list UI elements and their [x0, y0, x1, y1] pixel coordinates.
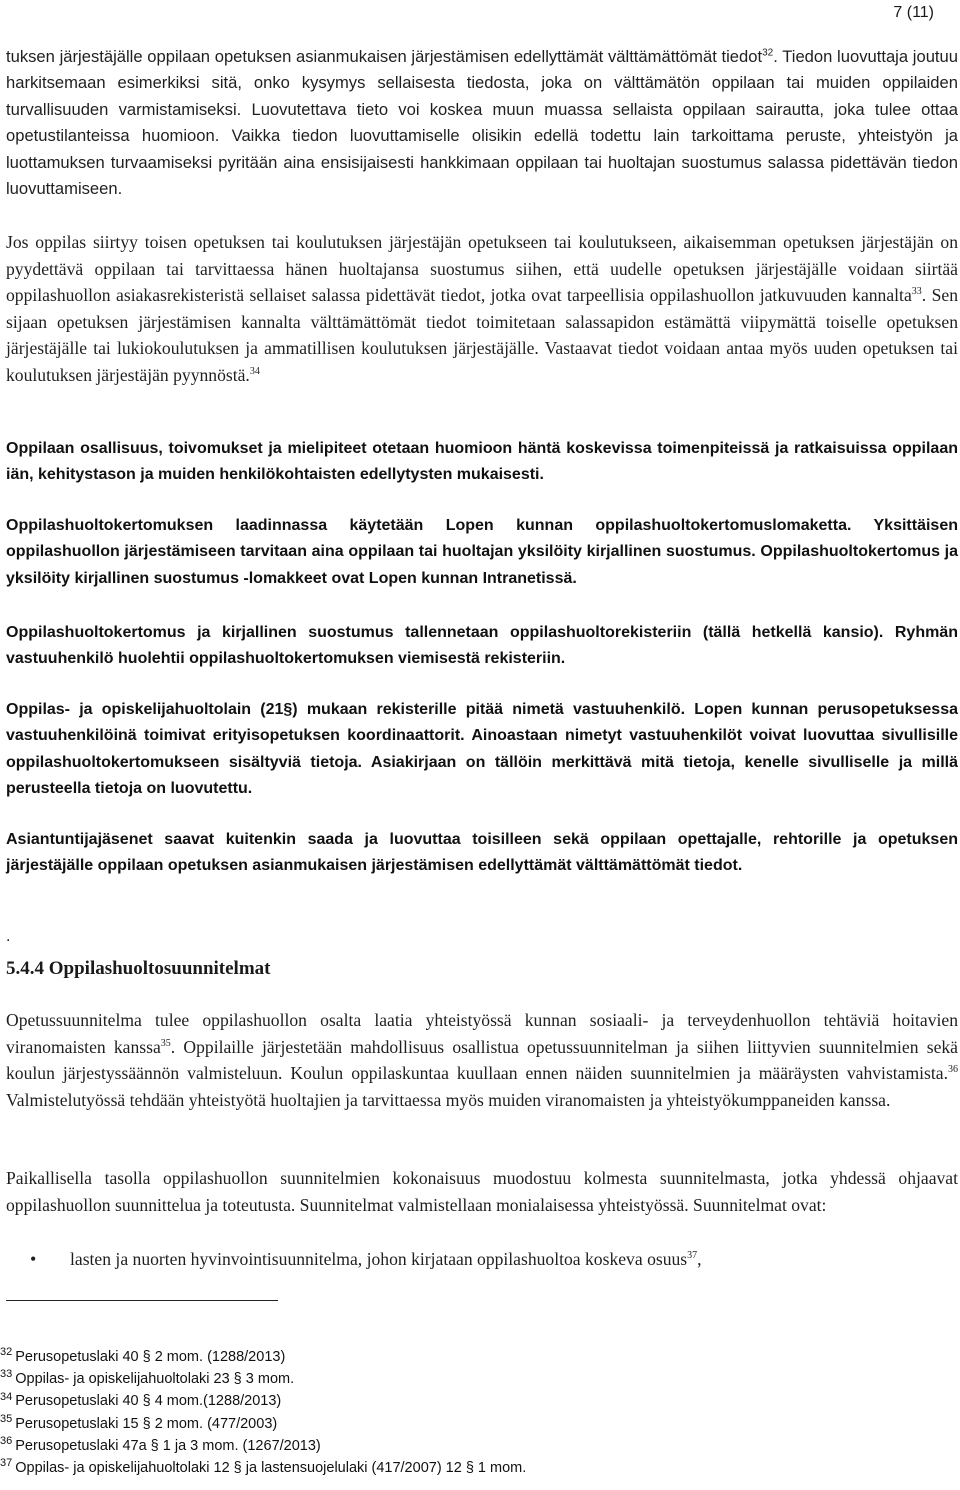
footnote-ref[interactable]: 36	[948, 1064, 958, 1076]
footnote	[0, 1413, 900, 1435]
section-heading: 5.4.4 Oppilashuoltosuunnitelmat	[6, 958, 271, 979]
paragraph-text: . Oppilaille järjestetään mahdollisuus osallistua opetussuunnitelman ja siihen liittyvien suunnitelmien sekä koulun järjestyssäännön valmisteluun. Koulun oppilaskuntaa kuullaan ennen näiden suunnitelmien ja määräysten vahvistamista.	[6, 1036, 958, 1084]
footnote-ref[interactable]: 35	[160, 1037, 171, 1049]
paragraph-text: Valmistelutyössä tehdään yhteistyötä huoltajien ja tarvittaessa myös muiden viranomaisten ja yhteistyökumppaneiden kanssa.	[6, 1089, 891, 1110]
paragraph-student-transfer	[6, 229, 958, 389]
footnote-text: Perusopetuslaki 15 § 2 mom. (477/2003)	[15, 1415, 278, 1432]
footnote-ref[interactable]: 37	[687, 1250, 698, 1262]
footnote	[0, 1457, 900, 1479]
bold-paragraph-responsible-person: Oppilas- ja opiskelijahuoltolain (21§) mukaan rekisterille pitää nimetä vastuuhenkilö. Lopen kunnan perusopetuksessa vastuuhenkilöinä toimivat erityisopetuksen koordinaattorit. Ainoastaan nimetyt vastuuhenkilöt voivat luovuttaa sivullisille oppilashuoltokertomukseen sisältyviä tietoja. Asiakirjaan on tällöin merkittävä mitä tietoja, kenelle sivulliselle ja millä perusteella tietoja on luovutettu.	[6, 701, 958, 798]
paragraph-text: Jos oppilas siirtyy toisen opetuksen tai koulutuksen järjestäjän opetukseen tai koulutukseen, aikaisemman opetuksen järjestäjän on pyydettävä oppilaan tai tarvittaessa hänen huoltajansa suostumus siihen, että uudelle opetuksen järjestäjälle voidaan siirtää oppilashuollon asiakasrekisteristä sellaiset salassa pidettävät tiedot, jotka ovat tarpeellisia oppilashuollon jatkuvuuden kannalta	[6, 232, 958, 306]
footnote-text: Perusopetuslaki 40 § 2 mom. (1288/2013)	[15, 1349, 286, 1365]
footnote	[0, 1346, 900, 1368]
list-item-text	[70, 1246, 702, 1273]
paragraph-text: . Tiedon luovuttaja joutuu harkitsemaan esimerkiksi sitä, onko kysymys sellaisesta tiedosta, joka on välttämätön oppilaan tai muiden oppilaiden turvallisuuden varmistamiseksi. Luovutettava tieto voi koskea muun muassa sellaista oppilaan sairautta, joka tulee ottaa opetustilanteissa huomioon. Vaikka tiedon luovuttamiselle olisikin edellä todettu lain tarkoittama peruste, yhteistyön ja luottamuksen turvaamiseksi pyritään aina ensisijaisesti hankkimaan oppilaan tai huoltajan suostumus salassa pidettävän tiedon luovuttamiseen.	[6, 47, 958, 199]
list-item-tail: ,	[697, 1249, 702, 1269]
footnote-ref[interactable]: 33	[911, 286, 922, 298]
footnote-number: 35	[0, 1412, 13, 1425]
footnote-number: 33	[0, 1368, 13, 1381]
paragraph-text: . Sen sijaan opetuksen järjestämisen kannalta välttämättömät tiedot toimitetaan salassapidon estämättä viipymättä toiselle opetuksen järjestäjälle tai lukiokoulutuksen ja ammatillisen koulutuksen järjestäjälle. Vastaavat tiedot voidaan antaa myös uuden opetuksen tai koulutuksen järjestäjän pyynnöstä.	[6, 285, 958, 385]
paragraph-text: tuksen järjestäjälle oppilaan opetuksen asianmukaisen järjestämisen edellyttämät välttämättömät tiedot	[6, 47, 763, 66]
bold-paragraph-expert-members: Asiantuntijajäsenet saavat kuitenkin saada ja luovuttaa toisilleen sekä oppilaan opettajalle, rehtorille ja opetuksen järjestäjälle oppilaan opetuksen asianmukaisen järjestämisen edellyttämät välttämättömät tiedot.	[6, 831, 958, 875]
footnote-text: Perusopetuslaki 47a § 1 ja 3 mom. (1267/2013)	[15, 1437, 321, 1454]
footnote-ref[interactable]: 32	[762, 47, 774, 59]
footnote	[0, 1435, 900, 1457]
footnote-number: 32	[0, 1346, 13, 1359]
footnote	[0, 1368, 900, 1390]
footnote-text: Perusopetuslaki 40 § 4 mom.(1288/2013)	[15, 1393, 282, 1410]
footnote-divider	[6, 1300, 278, 1301]
footnote-text: Oppilas- ja opiskelijahuoltolaki 23 § 3 mom.	[15, 1371, 295, 1388]
paragraph-confidential-info	[6, 44, 958, 202]
bullet-icon: •	[30, 1249, 37, 1269]
bold-paragraph-registry: Oppilashuoltokertomus ja kirjallinen suostumus tallennetaan oppilashuoltorekisteriin (tällä hetkellä kansio). Ryhmän vastuuhenkilö huolehtii oppilashuoltokertomuksen viemisestä rekisteriin.	[6, 624, 958, 668]
paragraph-curriculum	[6, 1007, 958, 1113]
footnote-number: 34	[0, 1390, 13, 1403]
paragraph-local-plans: Paikallisella tasolla oppilashuollon suunnitelmien kokonaisuus muodostuu kolmesta suunnitelmasta, jotka yhdessä ohjaavat oppilashuollon suunnittelua ja toteutusta. Suunnitelmat valmistellaan monialaisessa yhteistyössä. Suunnitelmat ovat:	[6, 1168, 958, 1215]
stray-period: .	[6, 928, 11, 945]
footnote-number: 37	[0, 1457, 13, 1470]
bold-paragraph-participation: Oppilaan osallisuus, toivomukset ja mielipiteet otetaan huomioon häntä koskevissa toimenpiteissä ja ratkaisuissa oppilaan iän, kehitystason ja muiden henkilökohtaisten edellytysten mukaisesti.	[6, 440, 958, 484]
bold-paragraph-record-form: Oppilashuoltokertomuksen laadinnassa käytetään Lopen kunnan oppilashuoltokertomuslomaketta. Yksittäisen oppilashuollon järjestämiseen tarvitaan aina oppilaan tai huoltajan yksilöity kirjallinen suostumus. Oppilashuoltokertomus ja yksilöity kirjallinen suostumus -lomakkeet ovat Lopen kunnan Intranetissä.	[6, 517, 958, 587]
list-item-label: lasten ja nuorten hyvinvointisuunnitelma, johon kirjataan oppilashuoltoa koskeva osuus	[70, 1249, 688, 1269]
footnote	[0, 1390, 900, 1412]
footnotes	[0, 1346, 900, 1479]
paragraph-text: Opetussuunnitelma tulee oppilashuollon osalta laatia yhteistyössä kunnan sosiaali- ja terveydenhuollon tehtäviä hoitavien viranomaisten kanssa	[6, 1010, 958, 1057]
footnote-text: Oppilas- ja opiskelijahuoltolaki 12 § ja lastensuojelulaki (417/2007) 12 § 1 mom.	[15, 1460, 527, 1477]
footnote-number: 36	[0, 1434, 13, 1447]
footnote-ref[interactable]: 34	[249, 366, 260, 378]
page-number: 7 (11)	[893, 4, 934, 21]
